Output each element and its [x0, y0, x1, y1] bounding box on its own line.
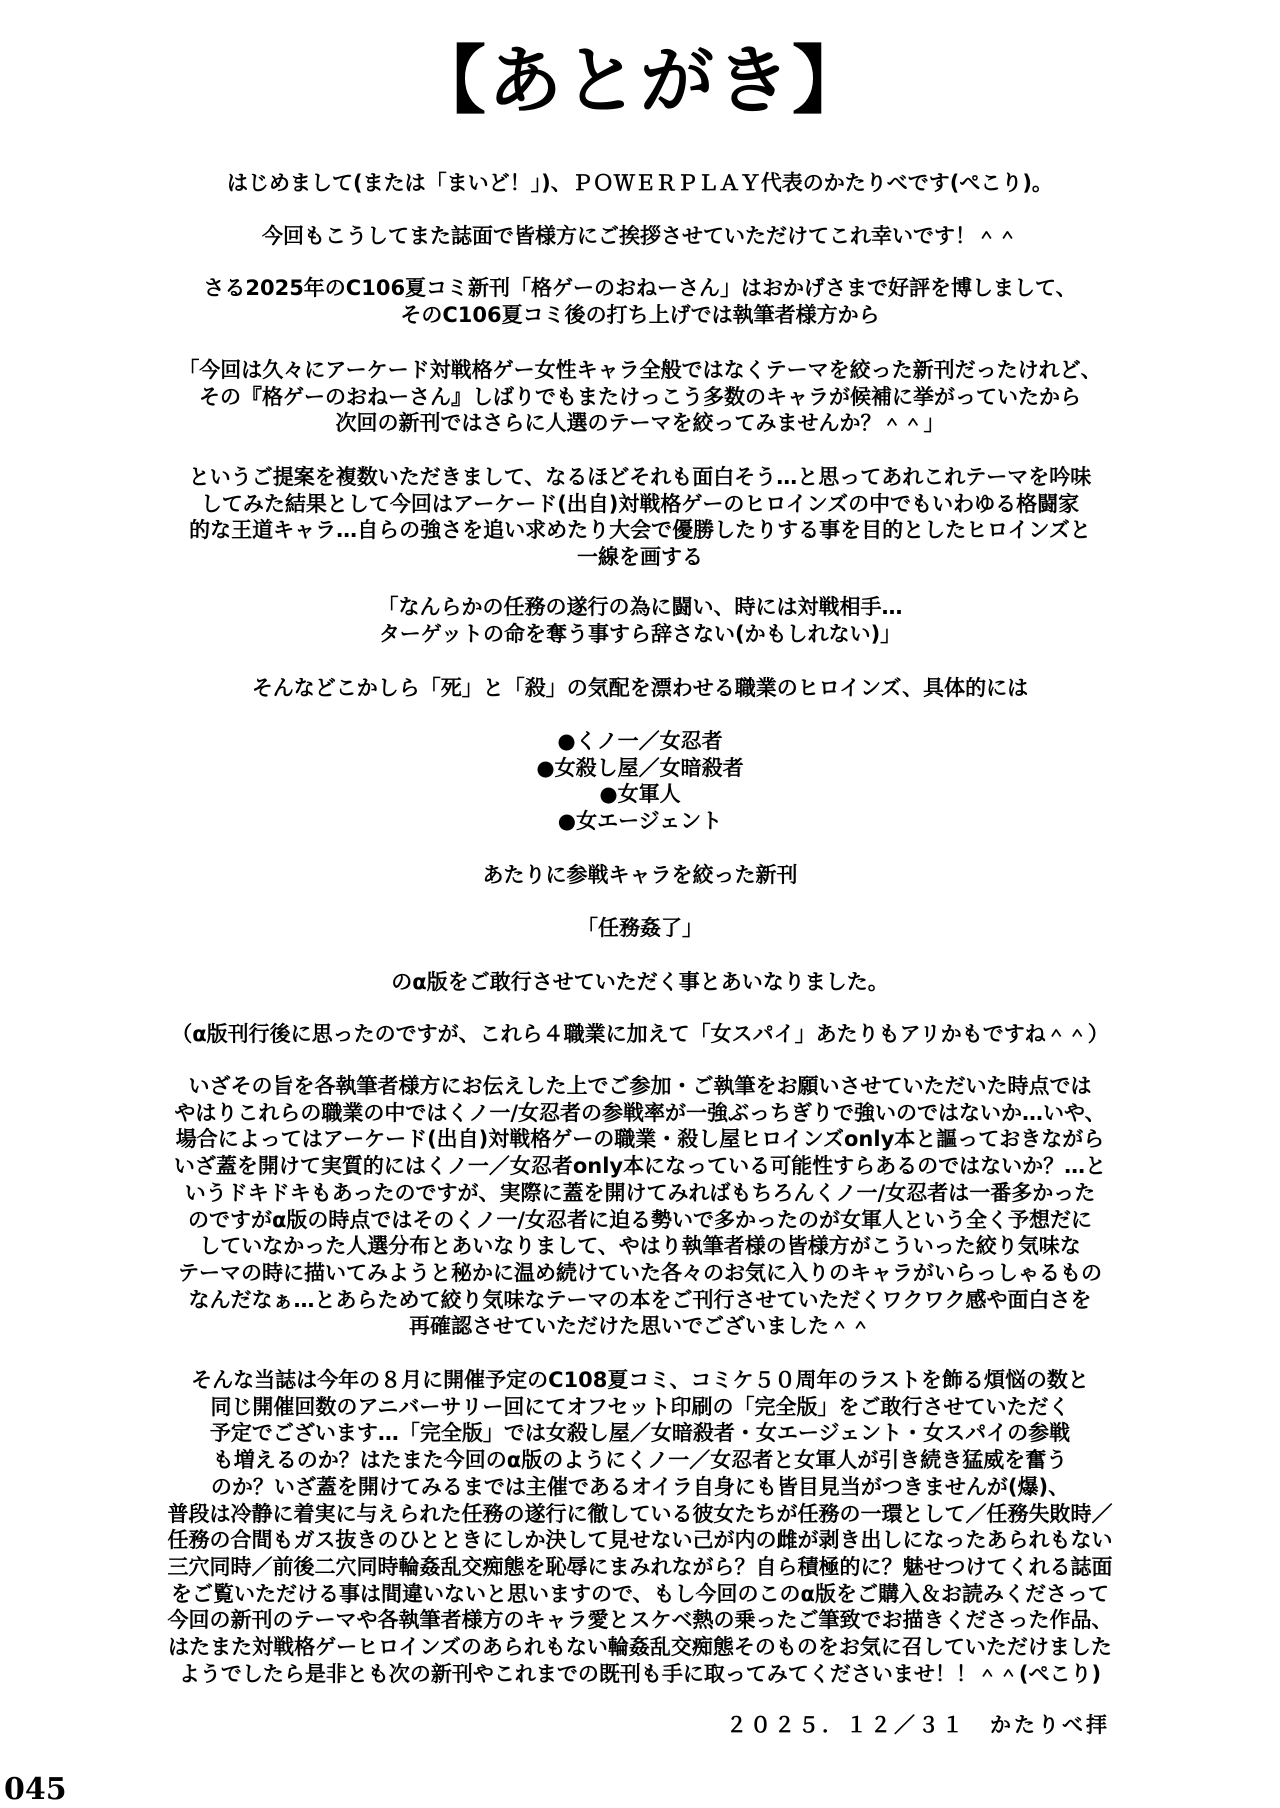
text-line: をご覧いただける事は間違いないと思いますので、もし今回のこのα版をご購入＆お読みくださって — [170, 1581, 1109, 1606]
text-line: そんなどこかしら「死」と「殺」の気配を漂わせる職業のヒロインズ、具体的には — [251, 676, 1029, 700]
text-line: ●女軍人 — [599, 782, 681, 807]
text-line: 一線を画する — [577, 545, 703, 570]
text-line: いざ蓋を開けて実質的にはくノ一／女忍者only本になっている可能性すらあるのではないか？…と — [173, 1154, 1107, 1179]
text-line: ●女エージェント — [557, 809, 723, 834]
text-line: 次回の新刊ではさらに人選のテーマを絞ってみませんか？＾＾」 — [335, 411, 945, 436]
paragraph — [60, 464, 1220, 571]
text-line: なんだなぁ…とあらためて絞り気味なテーマの本をご刊行させていただくワクワク感や面白さを — [188, 1287, 1092, 1312]
paragraph — [60, 1021, 1220, 1048]
text-line: していなかった人選分布とあいなりまして、やはり執筆者様の皆様方がこういった絞り気味な — [199, 1234, 1081, 1259]
text-line: 場合によってはアーケード(出自)対戦格ゲーの職業・殺し屋ヒロインズonly本と謳っておきながら — [175, 1127, 1105, 1152]
text-line: のか？いざ蓋を開けてみるまでは主催であるオイラ自身にも皆目見当がつきませんが(爆)、 — [210, 1474, 1070, 1499]
paragraph — [60, 594, 1220, 647]
page-number: 045 — [4, 1772, 67, 1807]
paragraph — [60, 275, 1220, 328]
text-line: ターゲットの命を奪う事すら辞さない(かもしれない)」 — [378, 621, 902, 646]
paragraph — [60, 915, 1220, 942]
paragraph — [60, 969, 1220, 996]
text-line: 「なんらかの任務の遂行の為に闘い、時には対戦相手… — [377, 595, 903, 619]
text-line: はたまた対戦格ゲーヒロインズのあられもない輪姦乱交痴態そのものをお気に召していただけました — [168, 1635, 1112, 1660]
text-line: というご提案を複数いただきまして、なるほどそれも面白そう…と思ってあれこれテーマを吟味 — [188, 465, 1092, 489]
text-line: （α版刊行後に思ったのですが、これら４職業に加えて「女スパイ」あたりもアリかもですね＾＾） — [171, 1022, 1109, 1046]
text-line: 「任務姦了」 — [577, 916, 703, 940]
text-line: 任務の合間もガス抜きのひとときにしか決して見せない己が内の雌が剥き出しになったあられもない — [167, 1528, 1113, 1553]
text-line: してみた結果として今回はアーケード(出自)対戦格ゲーのヒロインズの中でもいわゆる格闘家 — [200, 491, 1080, 516]
text-line: いうドキドキもあったのですが、実際に蓋を開けてみればもちろんくノ一/女忍者は一番多かった — [184, 1180, 1096, 1205]
text-line: いざその旨を各執筆者様方にお伝えした上でご参加・ご執筆をお願いさせていただいた時点では — [188, 1074, 1092, 1098]
text-line: 普段は冷静に着実に与えられた任務の遂行に徹している彼女たちが任務の一環として／任務失敗時／ — [167, 1501, 1113, 1526]
paragraph — [60, 862, 1220, 889]
text-line: さる2025年のC106夏コミ新刊「格ゲーのおねーさん」はおかげさまで好評を博しまして、 — [203, 276, 1077, 300]
text-line: 同じ開催回数のアニバーサリー回にてオフセット印刷の「完全版」をご敢行させていただく — [210, 1394, 1070, 1419]
paragraph — [60, 357, 1220, 437]
text-line: ●女殺し屋／女暗殺者 — [536, 755, 744, 780]
paragraph — [60, 223, 1220, 250]
text-line: その『格ゲーのおねーさん』しばりでもまたけっこう多数のキャラが候補に挙がっていたから — [199, 384, 1081, 409]
text-line: も増えるのか？はたまた今回のα版のようにくノ一／女忍者と女軍人が引き続き猛威を奮う — [212, 1448, 1068, 1473]
paragraph — [60, 1367, 1220, 1687]
text-line: ●くノ一／女忍者 — [557, 729, 723, 753]
paragraph — [60, 1073, 1220, 1340]
signature: ２０２５．１２／３１ かたりべ拝 — [726, 1713, 1110, 1737]
text-line: はじめまして(または「まいど！」)、ＰＯＷＥＲＰＬＡＹ代表のかたりべです(ぺこり)。 — [227, 171, 1053, 195]
text-line: あたりに参戦キャラを絞った新刊 — [482, 863, 798, 887]
text-line: そのC106夏コミ後の打ち上げでは執筆者様方から — [400, 302, 880, 327]
text-line: そんな当誌は今年の８月に開催予定のC108夏コミ、コミケ５０周年のラストを飾る煩悩の数と — [191, 1368, 1089, 1392]
text-line: テーマの時に描いてみようと秘かに温め続けていた各々のお気に入りのキャラがいらっしゃるもの — [178, 1260, 1102, 1285]
paragraph — [60, 675, 1220, 702]
text-line: のですがα版の時点ではそのくノ一/女忍者に迫る勢いで多かったのが女軍人という全く予想だに — [187, 1207, 1093, 1232]
text-line: 的な王道キャラ…自らの強さを追い求めたり大会で優勝したりする事を目的としたヒロインズと — [189, 518, 1091, 543]
text-line: 今回の新刊のテーマや各執筆者様方のキャラ愛とスケベ熱の乗ったご筆致でお描きくださった作品、 — [167, 1608, 1113, 1633]
text-line: やはりこれらの職業の中ではくノ一/女忍者の参戦率が一強ぶっちぎりで強いのではないか…いや、 — [174, 1100, 1106, 1125]
text-line: のα版をご敢行させていただく事とあいなりました。 — [391, 970, 889, 994]
text-line: ようでしたら是非とも次の新刊やこれまでの既刊も手に取ってみてくださいませ！！＾＾(ぺこり) — [178, 1661, 1102, 1686]
text-line: 予定でございます…「完全版」では女殺し屋／女暗殺者・女エージェント・女スパイの参戦 — [209, 1421, 1071, 1446]
paragraph — [60, 728, 1220, 835]
text-line: 「今回は久々にアーケード対戦格ゲー女性キャラ全般ではなくテーマを絞った新刊だったけれど、 — [178, 358, 1102, 382]
text-line: 再確認させていただけた思いでございました＾＾ — [409, 1314, 871, 1339]
page-title: 【あとがき】 — [412, 38, 868, 124]
paragraph — [60, 170, 1220, 197]
text-line: 今回もこうしてまた誌面で皆様方にご挨拶させていただけてこれ幸いです！＾＾ — [262, 224, 1018, 248]
text-line: 三穴同時／前後二穴同時輪姦乱交痴態を恥辱にまみれながら？自ら積極的に？魅せつけてくれる誌面 — [167, 1554, 1113, 1579]
